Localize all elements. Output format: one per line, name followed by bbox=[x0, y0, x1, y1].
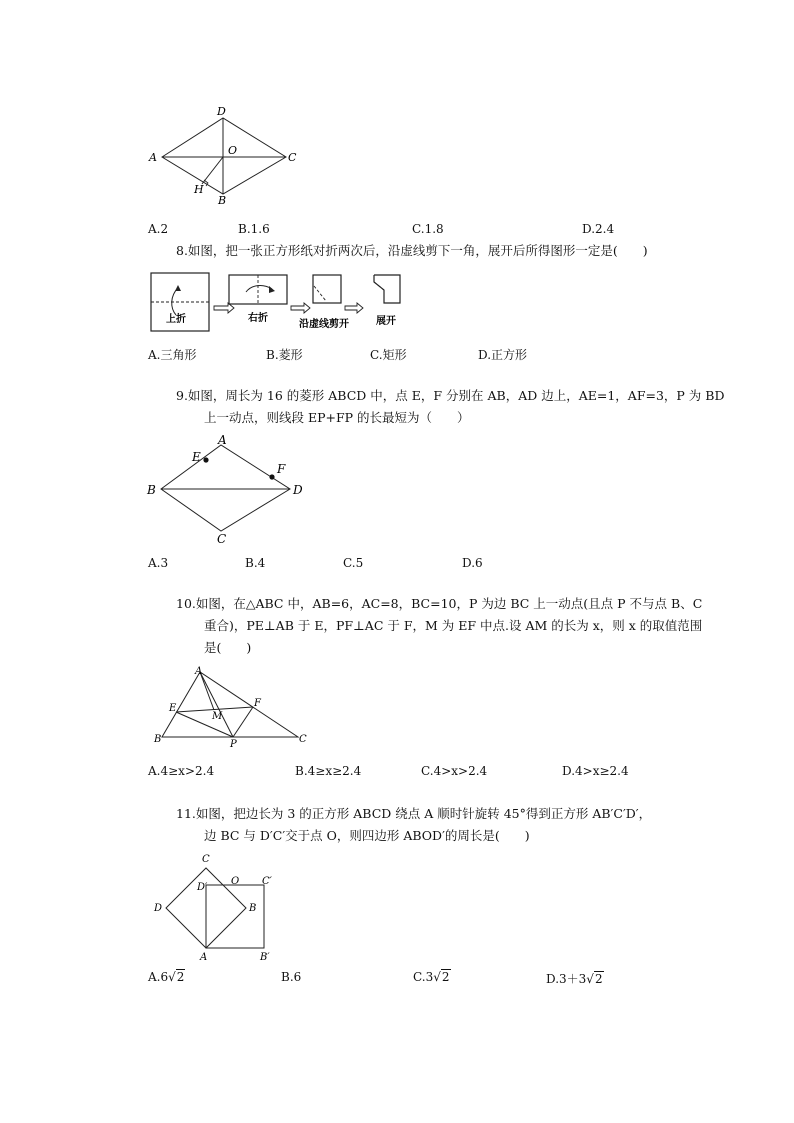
square-ab-prime-c-prime-d-prime bbox=[206, 885, 264, 948]
q11-stem-line2: 边 BC 与 D′C′交于点 O，则四边形 ABOD′的周长是( ) bbox=[204, 828, 530, 843]
label-o: O bbox=[228, 144, 238, 157]
label-d: D bbox=[293, 483, 303, 497]
segment-ep bbox=[176, 712, 233, 737]
q7-option-a: A.2 bbox=[148, 222, 169, 236]
q8-option-a: A.三角形 bbox=[148, 348, 197, 362]
q10-option-d: D.4>x≥2.4 bbox=[562, 764, 629, 778]
q11-option-a bbox=[148, 970, 185, 984]
q11-option-d bbox=[546, 970, 604, 987]
segment-fp bbox=[233, 707, 253, 737]
q7-option-d: D.2.4 bbox=[582, 222, 615, 236]
q9-option-c: C.5 bbox=[343, 556, 364, 570]
q11-option-c-prefix: C.3 bbox=[413, 970, 434, 984]
label-a: A bbox=[149, 151, 157, 164]
q10-option-a: A.4≥x>2.4 bbox=[148, 764, 215, 778]
label-a: A bbox=[218, 433, 227, 447]
label-a: A bbox=[195, 666, 203, 677]
label-m: M bbox=[212, 711, 223, 722]
step-label-fold-up: 上折 bbox=[166, 314, 186, 325]
q8-option-d: D.正方形 bbox=[478, 348, 528, 362]
rhombus-abcd bbox=[161, 445, 290, 531]
label-b-prime: B′ bbox=[260, 952, 270, 963]
q10-stem-line2: 重合)，PE⊥AB 于 E，PF⊥AC 于 F，M 为 EF 中点.设 AM 的长为 x，则 x 的取值范围 bbox=[204, 618, 703, 633]
q9-stem-line1: 9.如图，周长为 16 的菱形 ABCD 中，点 E，F 分别在 AB，AD 边上，AE=1，AF=3，P 为 BD bbox=[176, 388, 725, 403]
rhombus-outline bbox=[162, 118, 286, 194]
arrow-right-icon bbox=[291, 303, 310, 313]
q11-option-c bbox=[413, 970, 451, 984]
segment-ap bbox=[200, 672, 233, 737]
label-c: C bbox=[299, 734, 307, 745]
q10-option-b: B.4≥x≥2.4 bbox=[295, 764, 362, 778]
q11-option-d-radicand: 2 bbox=[594, 972, 603, 986]
q10-option-c: C.4>x>2.4 bbox=[421, 764, 488, 778]
paper-quarter-square bbox=[313, 275, 341, 303]
q11-stem-line1: 11.如图，把边长为 3 的正方形 ABCD 绕点 A 顺时针旋转 45°得到正方形 AB′C′D′， bbox=[176, 806, 652, 821]
q9-stem-line2: 上一动点，则线段 EP+FP 的长最短为（ ） bbox=[204, 410, 470, 425]
label-o: O bbox=[231, 876, 240, 887]
q9-option-a: A.3 bbox=[148, 556, 169, 570]
label-d-prime: D′ bbox=[197, 882, 208, 893]
point-e bbox=[203, 457, 208, 462]
q11-option-a-radicand: 2 bbox=[176, 970, 185, 984]
q10-stem-line3: 是( ) bbox=[204, 640, 252, 655]
q8-stem: 8.如图，把一张正方形纸对折两次后，沿虚线剪下一角，展开后所得图形一定是( ) bbox=[176, 243, 648, 258]
label-b: B bbox=[218, 194, 227, 205]
label-b: B bbox=[249, 903, 257, 914]
label-c-prime: C′ bbox=[262, 876, 272, 887]
sqrt-icon: √ bbox=[168, 970, 176, 984]
label-c: C bbox=[202, 854, 210, 865]
segment-am bbox=[200, 672, 214, 710]
q8-folding-figure bbox=[148, 270, 408, 335]
q9-option-b: B.4 bbox=[245, 556, 266, 570]
step-label-fold-right: 右折 bbox=[248, 313, 268, 324]
label-c: C bbox=[288, 151, 297, 164]
step-label-cut: 沿虚线剪开 bbox=[299, 319, 349, 330]
label-p: P bbox=[230, 739, 237, 750]
label-a: A bbox=[200, 952, 208, 963]
q7-option-b: B.1.6 bbox=[238, 222, 270, 236]
q11-option-b: B.6 bbox=[281, 970, 302, 984]
label-c: C bbox=[217, 532, 227, 545]
point-f bbox=[269, 474, 274, 479]
q7-option-c: C.1.8 bbox=[412, 222, 444, 236]
label-d: D bbox=[217, 105, 226, 118]
label-b: B bbox=[147, 483, 156, 497]
label-b: B bbox=[154, 734, 162, 745]
q9-rhombus-figure bbox=[145, 433, 310, 545]
q11-option-a-prefix: A.6 bbox=[148, 970, 169, 984]
sqrt-icon: √ bbox=[433, 970, 441, 984]
arrow-right-icon bbox=[345, 303, 363, 313]
label-f: F bbox=[277, 462, 286, 476]
label-h: H bbox=[194, 183, 204, 196]
label-f: F bbox=[254, 698, 261, 709]
q7-rhombus-figure bbox=[140, 100, 310, 205]
q11-squares-figure bbox=[150, 850, 280, 965]
q10-triangle-figure bbox=[148, 664, 316, 750]
paper-half-rect bbox=[229, 275, 287, 304]
q11-option-c-radicand: 2 bbox=[441, 970, 450, 984]
sqrt-icon: √ bbox=[586, 972, 594, 986]
segment-oh bbox=[202, 157, 223, 184]
paper-unfolded-cut bbox=[374, 275, 400, 303]
q11-option-d-prefix: D.3＋3 bbox=[546, 972, 587, 986]
q10-stem-line1: 10.如图，在△ABC 中，AB=6，AC=8，BC=10，P 为边 BC 上一动点(且点 P 不与点 B、C bbox=[176, 596, 703, 611]
q9-option-d: D.6 bbox=[462, 556, 483, 570]
step-label-unfold: 展开 bbox=[376, 316, 396, 327]
label-e: E bbox=[192, 450, 201, 464]
q8-option-b: B.菱形 bbox=[266, 348, 303, 362]
q8-option-c: C.矩形 bbox=[370, 348, 407, 362]
triangle-abc bbox=[162, 672, 298, 737]
label-e: E bbox=[169, 703, 177, 714]
label-d: D bbox=[154, 903, 163, 914]
